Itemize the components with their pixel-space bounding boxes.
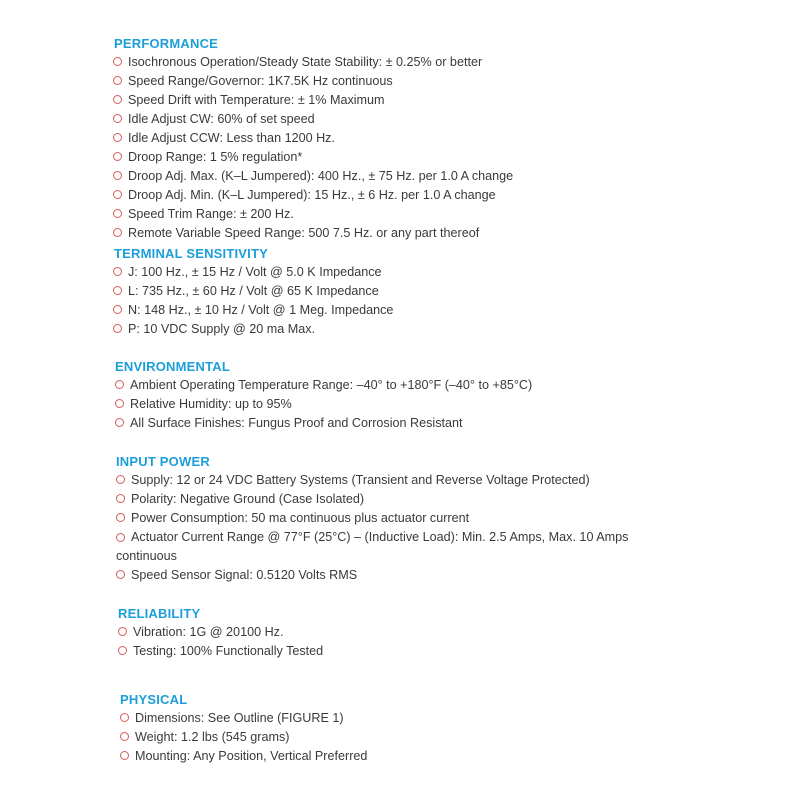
section-reliability — [0, 606, 800, 661]
circle-bullet-icon — [113, 133, 122, 142]
list-item: Droop Adj. Min. (K–L Jumpered): 15 Hz., ± 6 Hz. per 1.0 A change — [113, 186, 800, 205]
list-item: Isochronous Operation/Steady State Stability: ± 0.25% or better — [113, 53, 800, 72]
circle-bullet-icon — [120, 713, 129, 722]
section-heading: RELIABILITY — [118, 606, 201, 621]
list-item: Speed Drift with Temperature: ± 1% Maximum — [113, 91, 800, 110]
list-item: Supply: 12 or 24 VDC Battery Systems (Transient and Reverse Voltage Protected) — [116, 471, 800, 490]
list-item: Idle Adjust CW: 60% of set speed — [113, 110, 800, 129]
list-item: J: 100 Hz., ± 15 Hz / Volt @ 5.0 K Impedance — [113, 263, 800, 282]
circle-bullet-icon — [113, 57, 122, 66]
circle-bullet-icon — [113, 171, 122, 180]
circle-bullet-icon — [113, 228, 122, 237]
circle-bullet-icon — [113, 152, 122, 161]
list-item: Testing: 100% Functionally Tested — [118, 642, 800, 661]
circle-bullet-icon — [113, 114, 122, 123]
circle-bullet-icon — [113, 324, 122, 333]
section-heading: INPUT POWER — [116, 454, 210, 469]
circle-bullet-icon — [116, 494, 125, 503]
circle-bullet-icon — [113, 209, 122, 218]
list-item: Dimensions: See Outline (FIGURE 1) — [120, 709, 800, 728]
circle-bullet-icon — [116, 513, 125, 522]
section-heading: PHYSICAL — [120, 692, 188, 707]
circle-bullet-icon — [113, 305, 122, 314]
list-item: Speed Trim Range: ± 200 Hz. — [113, 205, 800, 224]
section-heading: ENVIRONMENTAL — [115, 359, 231, 374]
list-item: Speed Sensor Signal: 0.5120 Volts RMS — [116, 566, 800, 585]
list-item: Actuator Current Range @ 77°F (25°C) – (Inductive Load): Min. 2.5 Amps, Max. 10 Amps continuous — [116, 530, 629, 563]
section-input-power — [0, 454, 800, 585]
circle-bullet-icon — [118, 646, 127, 655]
list-item: Idle Adjust CCW: Less than 1200 Hz. — [113, 129, 800, 148]
circle-bullet-icon — [116, 570, 125, 579]
circle-bullet-icon — [113, 286, 122, 295]
section-heading: PERFORMANCE — [114, 36, 219, 51]
list-item: N: 148 Hz., ± 10 Hz / Volt @ 1 Meg. Impedance — [113, 301, 800, 320]
list-item: Speed Range/Governor: 1K7.5K Hz continuous — [113, 72, 800, 91]
circle-bullet-icon — [115, 399, 124, 408]
list-item: Weight: 1.2 lbs (545 grams) — [120, 728, 800, 747]
list-item: Remote Variable Speed Range: 500 7.5 Hz. or any part thereof — [113, 224, 800, 243]
list-item: Ambient Operating Temperature Range: –40° to +180°F (–40° to +85°C) — [115, 376, 800, 395]
section-performance — [0, 36, 800, 243]
list-item: Power Consumption: 50 ma continuous plus actuator current — [116, 509, 800, 528]
list-item: Droop Adj. Max. (K–L Jumpered): 400 Hz., ± 75 Hz. per 1.0 A change — [113, 167, 800, 186]
list-item: Mounting: Any Position, Vertical Preferred — [120, 747, 800, 766]
list-item: Droop Range: 1 5% regulation* — [113, 148, 800, 167]
circle-bullet-icon — [120, 732, 129, 741]
circle-bullet-icon — [113, 190, 122, 199]
circle-bullet-icon — [118, 627, 127, 636]
circle-bullet-icon — [116, 533, 125, 542]
circle-bullet-icon — [113, 76, 122, 85]
list-item: Vibration: 1G @ 20100 Hz. — [118, 623, 800, 642]
section-physical — [0, 692, 800, 766]
section-environmental — [0, 359, 800, 433]
list-item: Relative Humidity: up to 95% — [115, 395, 800, 414]
list-item: All Surface Finishes: Fungus Proof and Corrosion Resistant — [115, 414, 800, 433]
list-item: Polarity: Negative Ground (Case Isolated) — [116, 490, 800, 509]
section-terminal-sensitivity — [0, 246, 800, 339]
section-heading: TERMINAL SENSITIVITY — [114, 246, 268, 261]
list-item: L: 735 Hz., ± 60 Hz / Volt @ 65 K Impedance — [113, 282, 800, 301]
circle-bullet-icon — [113, 95, 122, 104]
list-item: P: 10 VDC Supply @ 20 ma Max. — [113, 320, 800, 339]
circle-bullet-icon — [115, 380, 124, 389]
circle-bullet-icon — [120, 751, 129, 760]
circle-bullet-icon — [116, 475, 125, 484]
circle-bullet-icon — [113, 267, 122, 276]
circle-bullet-icon — [115, 418, 124, 427]
